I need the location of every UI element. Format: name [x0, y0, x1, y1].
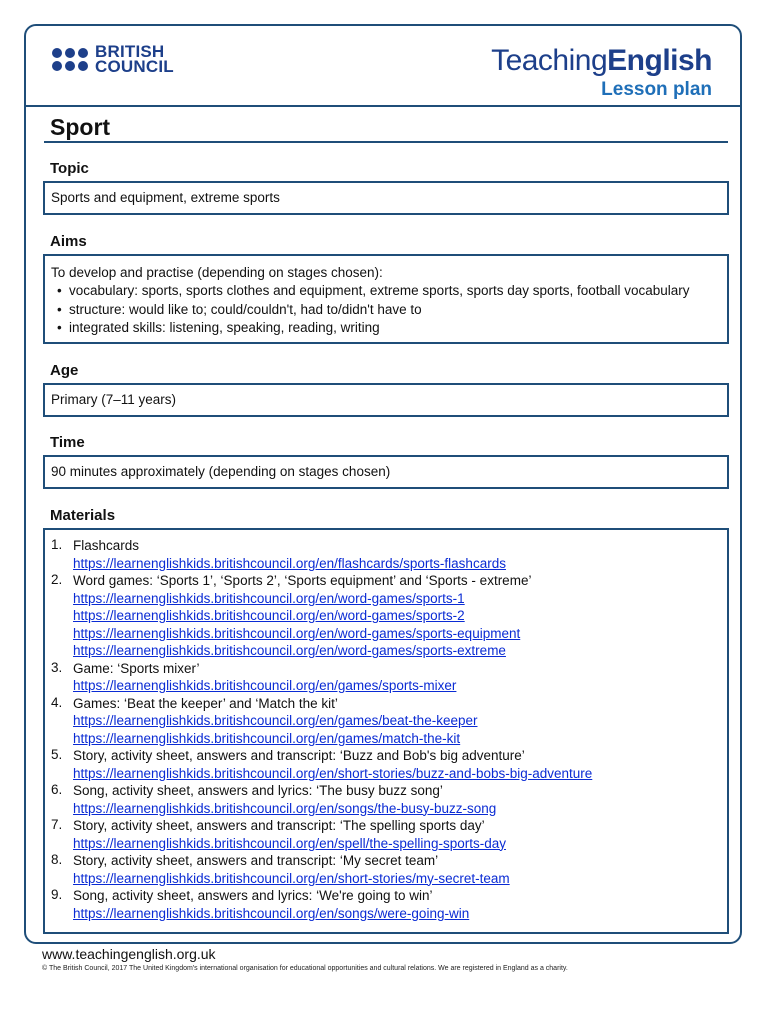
aims-label: Aims — [50, 233, 87, 250]
list-item: 5. Story, activity sheet, answers and transcript: ‘Buzz and Bob's big adventure’ https://learnenglishkids.britishcouncil.org/en/short-stories/buzz-and-bobs-big-adventure — [51, 747, 721, 782]
material-description: Game: ‘Sports mixer’ — [73, 660, 200, 676]
time-label: Time — [50, 434, 85, 451]
british-council-logo — [52, 44, 174, 74]
material-description: Games: ‘Beat the keeper’ and ‘Match the kit’ — [73, 695, 338, 711]
material-link[interactable]: https://learnenglishkids.britishcouncil.org/en/word-games/sports-1 — [73, 590, 465, 606]
topic-box — [43, 181, 729, 215]
list-item: 8. Story, activity sheet, answers and transcript: ‘My secret team’ https://learnenglishkids.britishcouncil.org/en/short-stories/my-secret-team — [51, 852, 721, 887]
material-link[interactable]: https://learnenglishkids.britishcouncil.org/en/games/match-the-kit — [73, 730, 461, 746]
materials-list — [51, 537, 721, 922]
material-description: Story, activity sheet, answers and transcript: ‘Buzz and Bob's big adventure’ — [73, 748, 525, 763]
footer-copyright: © The British Council, 2017 The United Kingdom's international organisation for educational opportunities and cultural relations. We are registered in England as a charity. — [42, 965, 568, 972]
material-description: Song, activity sheet, answers and lyrics: ‘We're going to win’ — [73, 888, 433, 903]
list-item: 3. Game: ‘Sports mixer’ https://learnenglishkids.britishcouncil.org/en/games/sports-mixer — [51, 660, 721, 695]
page-title: Sport — [50, 114, 111, 140]
age-text: Primary (7–11 years) — [51, 392, 177, 407]
lesson-plan-label: Lesson plan — [601, 79, 712, 100]
list-item: 6. Song, activity sheet, answers and lyrics: ‘The busy buzz song’ https://learnenglishkids.britishcouncil.org/en/songs/the-busy-buzz-song — [51, 782, 721, 817]
british-council-dots-icon — [52, 48, 88, 71]
title-divider — [44, 141, 728, 143]
topic-text: Sports and equipment, extreme sports — [51, 190, 280, 205]
material-description: Flashcards — [73, 538, 140, 553]
age-label: Age — [50, 362, 79, 379]
material-description: Story, activity sheet, answers and transcript: ‘The spelling sports day’ — [73, 818, 485, 833]
aims-intro: To develop and practise (depending on stages chosen): — [51, 265, 383, 280]
material-link[interactable]: https://learnenglishkids.britishcouncil.org/en/spell/the-spelling-sports-day — [73, 835, 506, 851]
aims-item: • integrated skills: listening, speaking, reading, writing — [51, 319, 721, 338]
teaching-english-wordmark: TeachingEnglish — [491, 44, 712, 77]
british-council-wordmark: BRITISH COUNCIL — [95, 42, 174, 76]
material-link[interactable]: https://learnenglishkids.britishcouncil.org/en/flashcards/sports-flashcards — [73, 555, 506, 571]
list-item: 7. Story, activity sheet, answers and transcript: ‘The spelling sports day’ https://learnenglishkids.britishcouncil.org/en/spell/the-spelling-sports-day — [51, 817, 721, 852]
aims-list — [51, 282, 721, 338]
material-link[interactable]: https://learnenglishkids.britishcouncil.org/en/word-games/sports-extreme — [73, 643, 506, 658]
materials-label: Materials — [50, 507, 116, 524]
material-link[interactable]: https://learnenglishkids.britishcouncil.org/en/short-stories/buzz-and-bobs-big-adventure — [73, 765, 593, 781]
list-item: 2. Word games: ‘Sports 1’, ‘Sports 2’, ‘Sports equipment’ and ‘Sports - extreme’ https://learnenglishkids.britishcouncil.org/en/word-games/sports-1 https://learnenglishkids.britishcouncil.org/en/word-games/sports-2 https://learnenglishkids.britishcouncil.org/en/word-games/sports-equipment https://learnenglishkids.britishcouncil.org/en/word-games/sports-extreme — [51, 572, 721, 660]
list-item: 4. Games: ‘Beat the keeper’ and ‘Match the kit’ https://learnenglishkids.britishcouncil.org/en/games/beat-the-keeper https://learnenglishkids.britishcouncil.org/en/games/match-the-kit — [51, 695, 721, 748]
material-link[interactable]: https://learnenglishkids.britishcouncil.org/en/songs/the-busy-buzz-song — [73, 800, 497, 816]
topic-label: Topic — [50, 160, 89, 177]
aims-box — [43, 254, 729, 344]
material-link[interactable]: https://learnenglishkids.britishcouncil.org/en/games/beat-the-keeper — [73, 713, 478, 728]
header-divider — [24, 105, 742, 107]
material-link[interactable]: https://learnenglishkids.britishcouncil.org/en/games/sports-mixer — [73, 678, 457, 693]
time-text: 90 minutes approximately (depending on stages chosen) — [51, 464, 391, 479]
materials-box — [43, 528, 729, 934]
material-description: Story, activity sheet, answers and transcript: ‘My secret team’ — [73, 853, 439, 868]
footer-website[interactable]: www.teachingenglish.org.uk — [42, 946, 216, 962]
list-item: 9. Song, activity sheet, answers and lyrics: ‘We're going to win’ https://learnenglishkids.britishcouncil.org/en/songs/were-going-win — [51, 887, 721, 922]
list-item: 1. Flashcards https://learnenglishkids.britishcouncil.org/en/flashcards/sports-flashcards — [51, 537, 721, 572]
aims-item: • structure: would like to; could/couldn't, had to/didn't have to — [51, 301, 721, 320]
aims-item: • vocabulary: sports, sports clothes and equipment, extreme sports, sports day sports, football vocabulary — [51, 282, 721, 301]
material-link[interactable]: https://learnenglishkids.britishcouncil.org/en/short-stories/my-secret-team — [73, 870, 510, 886]
time-box — [43, 455, 729, 489]
material-link[interactable]: https://learnenglishkids.britishcouncil.org/en/songs/were-going-win — [73, 905, 470, 921]
material-link[interactable]: https://learnenglishkids.britishcouncil.org/en/word-games/sports-2 — [73, 608, 465, 623]
material-description: Song, activity sheet, answers and lyrics: ‘The busy buzz song’ — [73, 783, 443, 798]
teaching-english-brand — [491, 44, 712, 101]
material-link[interactable]: https://learnenglishkids.britishcouncil.org/en/word-games/sports-equipment — [73, 625, 521, 641]
material-description: Word games: ‘Sports 1’, ‘Sports 2’, ‘Sports equipment’ and ‘Sports - extreme’ — [73, 573, 532, 588]
age-box — [43, 383, 729, 417]
